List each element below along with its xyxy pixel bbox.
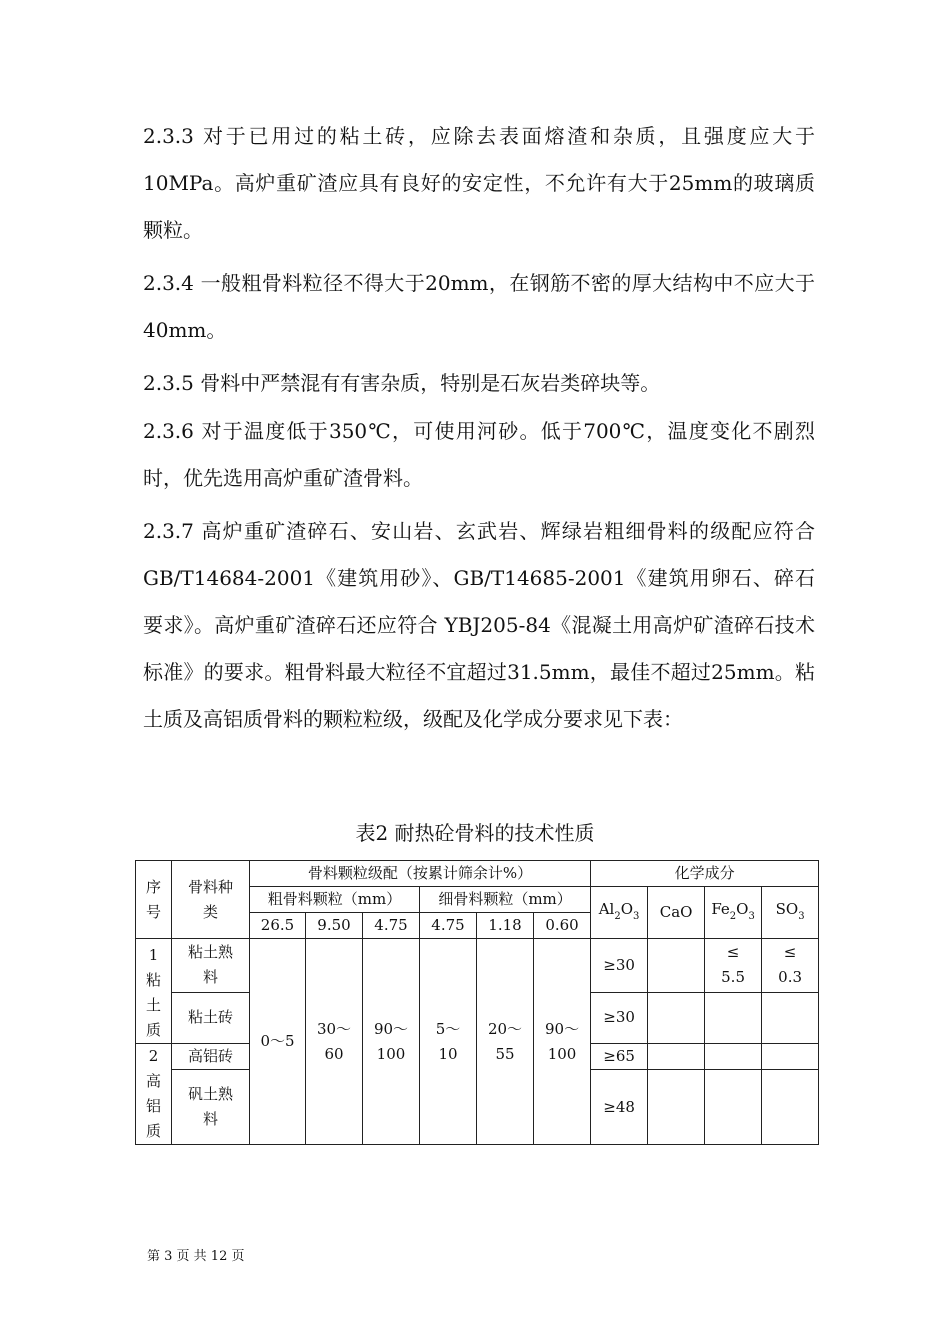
aggregate-type bbox=[172, 939, 250, 993]
so3-value bbox=[762, 1070, 819, 1145]
header-so3 bbox=[762, 887, 819, 939]
sieve-size: 4.75 bbox=[363, 913, 420, 939]
header-seq bbox=[136, 861, 172, 939]
header-type-text: 骨料种类 bbox=[187, 877, 233, 921]
paragraph-2-3-3: 2.3.3 对于已用过的粘土砖，应除去表面熔渣和杂质，且强度应大于10MPa。高炉重矿渣应具有良好的安定性，不允许有大于25mm的玻璃质颗粒。 bbox=[143, 124, 815, 242]
fe-subscript: 2 bbox=[729, 910, 737, 922]
header-coarse: 粗骨料颗粒（mm） bbox=[250, 887, 420, 913]
al-o-subscript: 3 bbox=[633, 910, 640, 922]
so-subscript: 3 bbox=[798, 910, 805, 922]
grading-value bbox=[363, 939, 420, 1145]
cao-value bbox=[648, 1044, 705, 1070]
cao-value bbox=[648, 939, 705, 993]
group-label-char: 铝 bbox=[145, 1097, 161, 1115]
sieve-size: 1.18 bbox=[477, 913, 534, 939]
aggregate-spec-table bbox=[135, 860, 819, 1145]
grading-value-line: 30～ bbox=[316, 1019, 352, 1038]
grading-value-line: 55 bbox=[495, 1044, 515, 1063]
so3-value bbox=[762, 992, 819, 1043]
aggregate-type: 粘土砖 bbox=[172, 992, 250, 1043]
group-high-alumina bbox=[136, 1044, 172, 1145]
fe2o3-value bbox=[705, 1044, 762, 1070]
header-type bbox=[172, 861, 250, 939]
group-number: 1 bbox=[148, 946, 159, 964]
aggregate-type-line: 粘土熟 bbox=[187, 943, 233, 962]
fe-oxygen: O bbox=[736, 899, 749, 918]
header-cao: CaO bbox=[648, 887, 705, 939]
al-subscript: 2 bbox=[614, 910, 621, 922]
grading-value bbox=[534, 939, 591, 1145]
group-label-char: 质 bbox=[145, 1122, 161, 1140]
fe2o3-value bbox=[705, 939, 762, 993]
so3-value-line: ≤ bbox=[783, 943, 797, 962]
paragraph-2-3-5: 2.3.5 骨料中严禁混有有害杂质，特别是石灰岩类碎块等。 bbox=[143, 371, 661, 395]
grading-value bbox=[250, 939, 306, 1145]
cao-value bbox=[648, 992, 705, 1043]
grading-value-line: 100 bbox=[376, 1044, 406, 1063]
sieve-size: 26.5 bbox=[250, 913, 306, 939]
grading-value-line: 60 bbox=[324, 1044, 344, 1063]
paragraph-2-3-6: 2.3.6 对于温度低于350℃，可使用河砂。低于700℃，温度变化不剧烈时，优先选用高炉重矿渣骨料。 bbox=[143, 419, 815, 490]
grading-value-line: 5～ bbox=[435, 1019, 461, 1038]
fe2o3-value bbox=[705, 992, 762, 1043]
paragraph-2-3-7: 2.3.7 高炉重矿渣碎石、安山岩、玄武岩、辉绿岩粗细骨料的级配应符合 GB/T14684-2001《建筑用砂》、GB/T14685-2001《建筑用卵石、碎石要求》。高炉重矿渣碎石还应符合 YBJ205-84《混凝土用高炉矿渣碎石技术标准》的要求。粗骨料最大粒径不宜超过31.5mm，最佳不超过25mm。粘土质及高铝质骨料的颗粒粒级，级配及化学成分要求见下表： bbox=[143, 519, 815, 731]
al2o3-value: ≥65 bbox=[591, 1044, 648, 1070]
header-chem: 化学成分 bbox=[591, 861, 819, 887]
group-label-char: 粘 bbox=[145, 971, 161, 989]
paragraph-2-3-4: 2.3.4 一般粗骨料粒径不得大于20mm，在钢筋不密的厚大结构中不应大于40mm。 bbox=[143, 271, 815, 342]
so3-value bbox=[762, 1044, 819, 1070]
al2o3-value: ≥48 bbox=[591, 1070, 648, 1145]
grading-value-line: 90～ bbox=[373, 1019, 409, 1038]
group-label-char: 高 bbox=[145, 1072, 161, 1090]
grading-value-line: 90～ bbox=[544, 1019, 580, 1038]
grading-value-line: 100 bbox=[547, 1044, 577, 1063]
aggregate-type-line: 矾土熟 bbox=[187, 1085, 233, 1103]
page-footer: 第 3 页 共 12 页 bbox=[147, 1249, 245, 1264]
table-caption: 表2 耐热砼骨料的技术性质 bbox=[355, 821, 595, 845]
grading-value bbox=[420, 939, 477, 1145]
grading-value bbox=[477, 939, 534, 1145]
fe2o3-value-line: 5.5 bbox=[721, 968, 745, 987]
grading-value bbox=[306, 939, 363, 1145]
so-symbol: SO bbox=[775, 899, 799, 918]
al2o3-value: ≥30 bbox=[591, 992, 648, 1043]
cao-value bbox=[648, 1070, 705, 1145]
group-clay bbox=[136, 939, 172, 1044]
grading-value-line: 10 bbox=[438, 1044, 458, 1063]
fe-symbol: Fe bbox=[711, 899, 730, 918]
grading-value-line: 20～ bbox=[487, 1019, 523, 1038]
header-fine: 细骨料颗粒（mm） bbox=[420, 887, 591, 913]
aggregate-type-line: 料 bbox=[202, 1110, 218, 1128]
fe-o-subscript: 3 bbox=[748, 910, 755, 922]
aggregate-type bbox=[172, 1070, 250, 1145]
al-oxygen: O bbox=[620, 899, 634, 918]
al2o3-value: ≥30 bbox=[591, 939, 648, 993]
sieve-size: 4.75 bbox=[420, 913, 477, 939]
group-number: 2 bbox=[148, 1047, 159, 1065]
grading-value-line: 0～5 bbox=[260, 1032, 295, 1050]
group-label-char: 质 bbox=[145, 1021, 161, 1039]
al-symbol: Al bbox=[598, 899, 615, 918]
aggregate-type: 高铝砖 bbox=[172, 1044, 250, 1070]
header-grading: 骨料颗粒级配（按累计筛余计%） bbox=[250, 861, 591, 887]
header-al2o3 bbox=[591, 887, 648, 939]
sieve-size: 0.60 bbox=[534, 913, 591, 939]
group-label-char: 土 bbox=[145, 996, 161, 1014]
so3-value-line: 0.3 bbox=[778, 968, 803, 987]
sieve-size: 9.50 bbox=[306, 913, 363, 939]
so3-value bbox=[762, 939, 819, 993]
header-fe2o3 bbox=[705, 887, 762, 939]
fe2o3-value bbox=[705, 1070, 762, 1145]
aggregate-type-line: 料 bbox=[202, 968, 218, 987]
header-seq-text: 序号 bbox=[145, 877, 161, 921]
fe2o3-value-line: ≤ bbox=[726, 943, 740, 962]
